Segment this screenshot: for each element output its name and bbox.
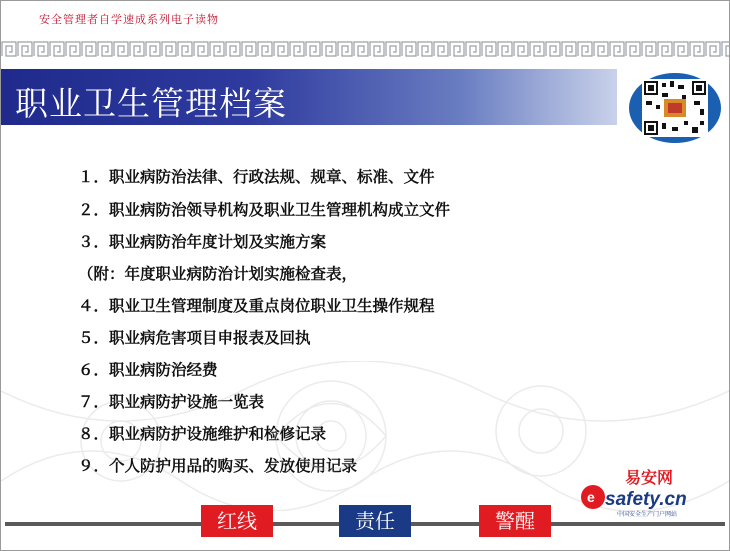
list-item: ８．职业病防护设施维护和检修记录 (78, 425, 327, 443)
list-item: ７．职业病防护设施一览表 (78, 393, 265, 411)
responsibility-badge: 责任 (339, 505, 411, 537)
series-subtitle: 安全管理者自学速成系列电子读物 (39, 13, 219, 26)
list-item: ３．职业病防治年度计划及实施方案 (78, 233, 327, 251)
list-item: ５．职业病危害项目申报表及回执 (78, 329, 311, 347)
safety-cn-logo (579, 467, 699, 519)
list-item: ４．职业卫生管理制度及重点岗位职业卫生操作规程 (78, 297, 435, 315)
red-line-badge: 红线 (201, 505, 273, 537)
logo-name-en: safety.cn (605, 489, 687, 510)
fret-border-pattern (1, 41, 729, 57)
logo-slogan: 中国安全生产门户网站 (617, 511, 678, 518)
list-item: ２．职业病防治领导机构及职业卫生管理机构成立文件 (78, 201, 451, 219)
alert-badge: 警醒 (479, 505, 551, 537)
page-title: 职业卫生管理档案 (15, 84, 287, 123)
list-item: １．职业病防治法律、行政法规、规章、标准、文件 (78, 168, 435, 186)
list-item: （附：年度职业病防治计划实施检查表， (78, 265, 358, 283)
qr-code-icon (642, 79, 708, 137)
logo-name-cn: 易安网 (625, 468, 674, 487)
svg-text:e: e (587, 489, 595, 505)
list-item: ６．职业病防治经费 (78, 361, 218, 379)
list-item: ９．个人防护用品的购买、发放使用记录 (78, 457, 358, 475)
